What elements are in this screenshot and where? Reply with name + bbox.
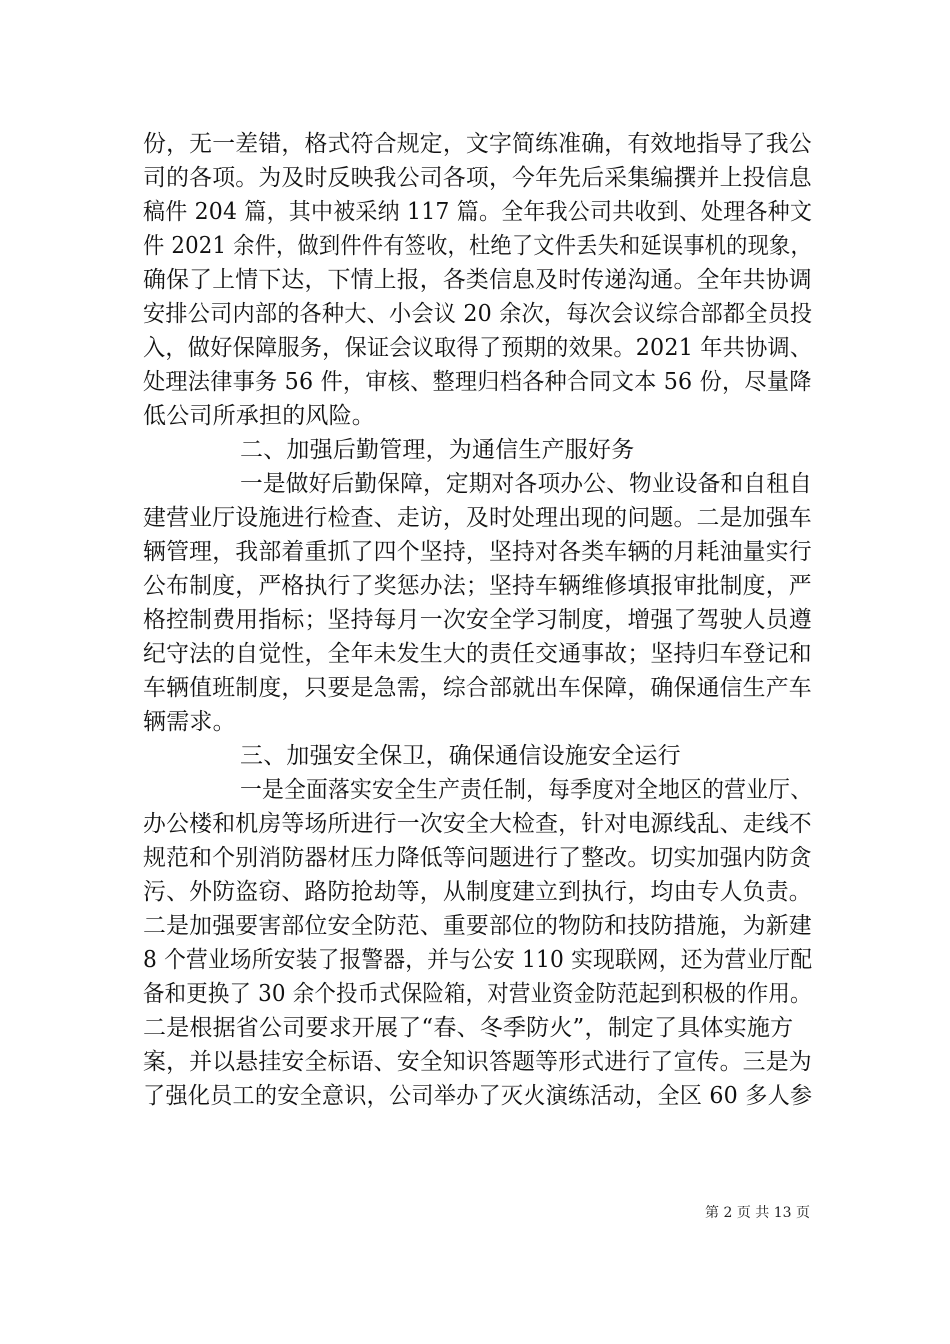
text-line: 处理法律事务 56 件，审核、整理归档各种合同文本 56 份，尽量降	[143, 369, 812, 395]
text-line: 一是全面落实安全生产责任制，每季度对全地区的营业厅、	[240, 777, 813, 803]
text-line: 二是加强要害部位安全防范、重要部位的物防和技防措施，为新建	[143, 913, 812, 939]
text-line: 稿件 204 篇，其中被采纳 117 篇。全年我公司共收到、处理各种文	[143, 199, 813, 225]
text-line: 辆管理，我部着重抓了四个坚持，坚持对各类车辆的月耗油量实行	[143, 539, 812, 565]
text-line: 了强化员工的安全意识，公司举办了灭火演练活动，全区 60 多人参	[143, 1083, 813, 1109]
text-line: 确保了上情下达，下情上报，各类信息及时传递沟通。全年共协调	[143, 267, 812, 293]
text-line: 格控制费用指标；坚持每月一次安全学习制度，增强了驾驶人员遵	[143, 607, 812, 633]
text-line: 案，并以悬挂安全标语、安全知识答题等形式进行了宣传。三是为	[143, 1049, 812, 1075]
text-line: 一是做好后勤保障，定期对各项办公、物业设备和自租自	[240, 471, 812, 497]
text-line: 规范和个别消防器材压力降低等问题进行了整改。切实加强内防贪	[143, 845, 812, 871]
text-line: 建营业厅设施进行检查、走访，及时处理出现的问题。二是加强车	[143, 505, 812, 531]
page-number-footer: 第 2 页 共 13 页	[705, 1205, 810, 1221]
text-line: 入，做好保障服务，保证会议取得了预期的效果。2021 年共协调、	[143, 335, 813, 361]
text-line: 份，无一差错，格式符合规定，文字简练准确，有效地指导了我公	[143, 131, 812, 157]
text-line: 8 个营业场所安装了报警器，并与公安 110 实现联网，还为营业厅配	[143, 947, 813, 973]
text-line: 二是根据省公司要求开展了“春、冬季防火”，制定了具体实施方	[143, 1015, 794, 1041]
section-heading: 三、加强安全保卫，确保通信设施安全运行	[240, 743, 681, 769]
text-line: 低公司所承担的风险。	[143, 403, 375, 429]
text-line: 车辆值班制度，只要是急需，综合部就出车保障，确保通信生产车	[143, 675, 812, 701]
text-line: 辆需求。	[143, 709, 236, 735]
text-line: 司的各项。为及时反映我公司各项，今年先后采集编撰并上投信息	[143, 165, 812, 191]
text-line: 办公楼和机房等场所进行一次安全大检查，针对电源线乱、走线不	[143, 811, 812, 837]
text-line: 污、外防盗窃、路防抢劫等，从制度建立到执行，均由专人负责。	[143, 879, 812, 905]
text-line: 纪守法的自觉性，全年未发生大的责任交通事故；坚持归车登记和	[143, 641, 812, 667]
text-line: 安排公司内部的各种大、小会议 20 余次，每次会议综合部都全员投	[143, 301, 813, 327]
section-heading: 二、加强后勤管理，为通信生产服好务	[240, 437, 635, 463]
text-line: 公布制度，严格执行了奖惩办法；坚持车辆维修填报审批制度，严	[143, 573, 812, 599]
text-line: 备和更换了 30 余个投币式保险箱，对营业资金防范起到积极的作用。	[143, 981, 812, 1007]
text-line: 件 2021 余件，做到件件有签收，杜绝了文件丢失和延误事机的现象，	[143, 233, 812, 259]
